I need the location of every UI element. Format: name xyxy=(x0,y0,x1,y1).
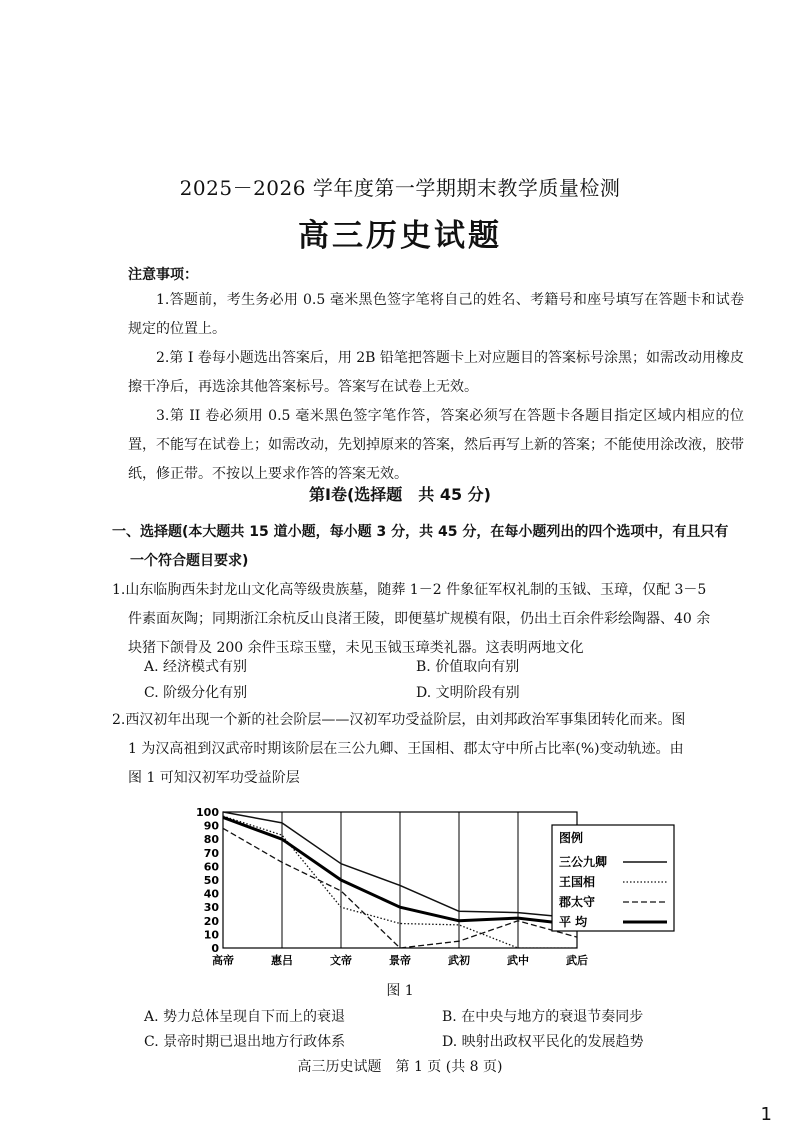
q1-option-c[interactable]: C. 阶级分化有别 xyxy=(144,685,248,701)
x-tick-label: 文帝 xyxy=(330,954,352,967)
y-tick-label: 100 xyxy=(196,806,219,819)
legend-title: 图例 xyxy=(559,831,584,845)
y-tick-label: 10 xyxy=(203,928,219,942)
y-tick-label: 70 xyxy=(203,846,219,860)
q1-stem-line1: 1.山东临朐西朱封龙山文化高等级贵族墓，随葬 1－2 件象征军权礼制的玉钺、玉璋，仅配 3－5 xyxy=(112,582,707,598)
section1-heading xyxy=(112,518,752,576)
q1-stem-line3: 块猪下颌骨及 200 余件玉琮玉璧，未见玉钺玉璋类礼器。这表明两地文化 xyxy=(128,640,584,656)
y-tick-label: 20 xyxy=(203,914,219,928)
subject-title: 高三历史试题 xyxy=(298,218,502,254)
notice-item-3: 3.第 II 卷必须用 0.5 毫米黑色签字笔作答，答案必须写在答题卡各题目指定区域内相应的位置，不能写在试卷上；如需改动，先划掉原来的答案，然后再写上新的答案；不能使用涂改液，胶带纸，修正带。不按以上要求作答的答案无效。 xyxy=(128,408,744,482)
chart-legend xyxy=(551,824,676,934)
figure-1-chart xyxy=(195,796,588,972)
q2-stem-line2: 1 为汉高祖到汉武帝时期该阶层在三公九卿、王国相、郡太守中所占比率(%)变动轨迹。由 xyxy=(128,741,684,757)
notice-item-2: 2.第 I 卷每小题选出答案后，用 2B 铅笔把答题卡上对应题目的答案标号涂黑；如需改动用橡皮擦干净后，再选涂其他答案标号。答案写在试卷上无效。 xyxy=(128,350,744,395)
exam-title: 2025－2026 学年度第一学期期末教学质量检测 xyxy=(179,176,621,200)
x-tick-label: 武初 xyxy=(448,954,470,967)
x-tick-label: 景帝 xyxy=(389,954,411,967)
q2-stem-line1: 2.西汉初年出现一个新的社会阶层——汉初军功受益阶层，由刘邦政治军事集团转化而来。图 xyxy=(112,712,686,728)
y-tick-label: 0 xyxy=(211,942,219,955)
page-footer: 高三历史试题 第 1 页 (共 8 页) xyxy=(297,1059,503,1075)
q2-option-a[interactable]: A. 势力总体呈现自下而上的衰退 xyxy=(144,1009,346,1025)
q1-option-b[interactable]: B. 价值取向有别 xyxy=(416,659,520,675)
y-tick-label: 50 xyxy=(203,874,219,887)
section1-heading-line1: 一、选择题(本大题共 15 道小题，每小题 3 分，共 45 分，在每小题列出的四个选项中，有且只有 xyxy=(112,524,729,540)
y-tick-label: 40 xyxy=(203,887,219,901)
legend-label-1: 三公九卿 xyxy=(559,855,608,869)
q2-option-d[interactable]: D. 映射出政权平民化的发展趋势 xyxy=(442,1034,644,1050)
legend-label-2: 王国相 xyxy=(559,875,596,889)
y-tick-label: 60 xyxy=(203,860,219,874)
x-tick-label: 惠吕 xyxy=(271,954,293,967)
q1-stem-line2: 件素面灰陶；同期浙江余杭反山良渚王陵，即便墓圹规模有限，仍出土百余件彩绘陶器、40 余 xyxy=(128,611,711,627)
q2-option-c[interactable]: C. 景帝时期已退出地方行政体系 xyxy=(144,1034,346,1050)
page-corner-number: 1 xyxy=(760,1104,772,1125)
x-tick-label: 高帝 xyxy=(212,954,234,967)
q2-stem-line3: 图 1 可知汉初军功受益阶层 xyxy=(128,770,300,786)
y-tick-label: 80 xyxy=(203,833,219,847)
figure-caption: 图 1 xyxy=(386,983,414,999)
notice-item-1: 1.答题前，考生务必用 0.5 毫米黑色签字笔将自己的姓名、考籍号和座号填写在答题卡和试卷规定的位置上。 xyxy=(128,292,744,337)
section1-heading-line2: 一个符合题目要求) xyxy=(130,553,249,569)
part1-title: 第Ⅰ卷(选择题 共 45 分) xyxy=(309,485,491,504)
x-tick-label: 武中 xyxy=(507,954,529,967)
legend-label-3: 郡太守 xyxy=(559,895,596,909)
q1-option-d[interactable]: D. 文明阶段有别 xyxy=(416,685,520,701)
notice-heading: 注意事项： xyxy=(128,267,198,283)
y-tick-label: 30 xyxy=(203,901,219,915)
x-tick-label: 武后 xyxy=(566,954,588,967)
y-tick-label: 90 xyxy=(203,819,219,833)
q2-option-b[interactable]: B. 在中央与地方的衰退节奏同步 xyxy=(442,1009,644,1025)
q1-option-a[interactable]: A. 经济模式有别 xyxy=(144,659,248,675)
legend-label-4: 平 均 xyxy=(559,915,588,929)
